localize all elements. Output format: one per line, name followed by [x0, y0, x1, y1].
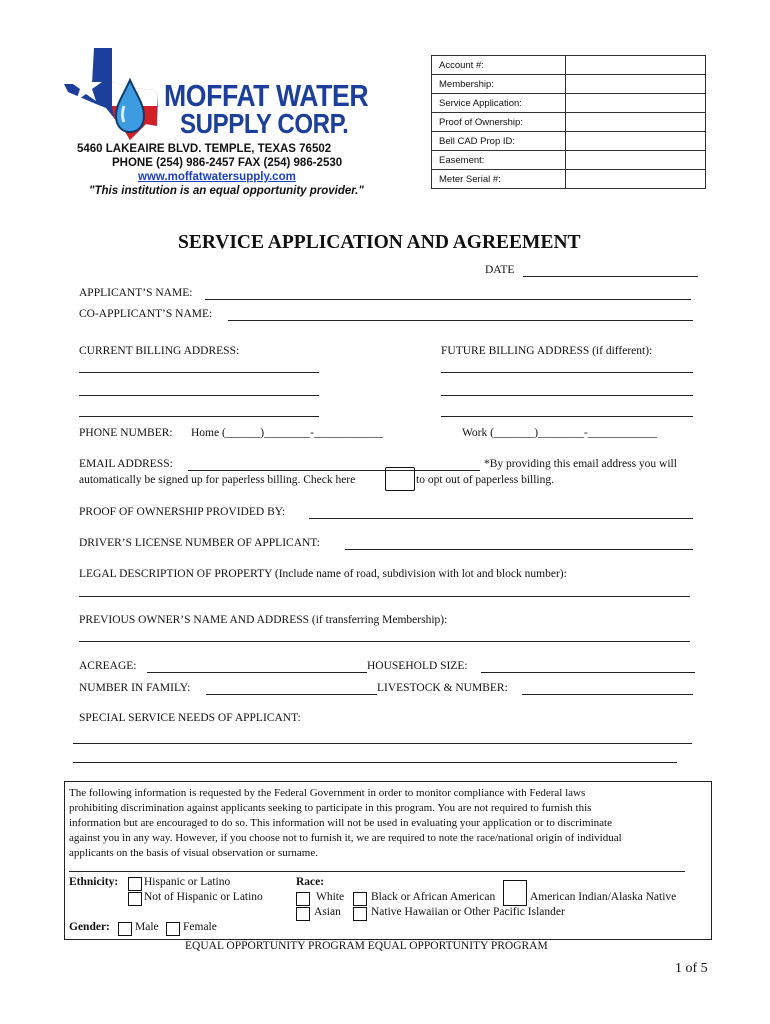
company-name-line1: MOFFAT WATER — [164, 78, 369, 113]
future-billing-label: FUTURE BILLING ADDRESS (if different): — [441, 345, 653, 357]
not-hispanic-label: Not of Hispanic or Latino — [144, 891, 263, 903]
office-row — [432, 132, 706, 151]
office-label: Proof of Ownership: — [432, 113, 566, 132]
acreage-field[interactable] — [147, 672, 367, 673]
white-checkbox[interactable] — [296, 892, 310, 906]
not-hispanic-checkbox[interactable] — [128, 892, 142, 906]
special-needs-line-2[interactable] — [73, 762, 677, 763]
american-indian-checkbox[interactable] — [503, 880, 527, 906]
ethnicity-label: Ethnicity: — [69, 876, 119, 888]
office-row — [432, 94, 706, 113]
phone-number-label: PHONE NUMBER: — [79, 427, 173, 439]
proof-of-ownership-field[interactable] — [309, 518, 693, 519]
asian-label: Asian — [314, 906, 341, 918]
notice-divider — [69, 871, 685, 872]
household-size-field[interactable] — [481, 672, 695, 673]
future-billing-line-3[interactable] — [441, 416, 693, 417]
date-label: DATE — [485, 264, 515, 276]
office-label: Service Application: — [432, 94, 566, 113]
proof-of-ownership-label: PROOF OF OWNERSHIP PROVIDED BY: — [79, 506, 286, 518]
current-billing-line-2[interactable] — [79, 395, 319, 396]
website-link[interactable]: www.moffatwatersupply.com — [138, 171, 296, 183]
number-in-family-label: NUMBER IN FAMILY: — [79, 682, 191, 694]
equal-opportunity-footer: EQUAL OPPORTUNITY PROGRAM EQUAL OPPORTUNITY PROGRAM — [185, 940, 548, 952]
hispanic-checkbox[interactable] — [128, 877, 142, 891]
coapplicant-name-label: CO-APPLICANT’S NAME: — [79, 308, 213, 320]
acreage-label: ACREAGE: — [79, 660, 137, 672]
office-label: Membership: — [432, 75, 566, 94]
bell-cad-field[interactable] — [566, 132, 706, 151]
notice-line: against you in any way. However, if you choose not to furnish it, we are required to note the race/national origin of individual — [69, 832, 622, 844]
form-title: SERVICE APPLICATION AND AGREEMENT — [178, 232, 581, 253]
household-size-label: HOUSEHOLD SIZE: — [367, 660, 468, 672]
notice-line: applicants on the basis of visual observation or surname. — [69, 847, 318, 859]
coapplicant-name-field[interactable] — [228, 320, 693, 321]
email-label: EMAIL ADDRESS: — [79, 458, 173, 470]
female-label: Female — [183, 921, 217, 933]
proof-of-ownership-field[interactable] — [566, 113, 706, 132]
account-number-field[interactable] — [566, 56, 706, 75]
hispanic-label: Hispanic or Latino — [144, 876, 231, 888]
membership-field[interactable] — [566, 75, 706, 94]
notice-line: prohibiting discrimination against applicants seeking to participate in this program. You are not required to furnish this — [69, 802, 592, 814]
white-label: White — [316, 891, 345, 903]
paperless-text-1: automatically be signed up for paperless billing. Check here — [79, 474, 356, 486]
office-row — [432, 75, 706, 94]
american-indian-label: American Indian/Alaska Native — [530, 891, 677, 903]
female-checkbox[interactable] — [166, 922, 180, 936]
current-billing-label: CURRENT BILLING ADDRESS: — [79, 345, 240, 357]
previous-owner-label: PREVIOUS OWNER’S NAME AND ADDRESS (if transferring Membership): — [79, 614, 448, 626]
easement-field[interactable] — [566, 151, 706, 170]
page-number: 1 of 5 — [675, 961, 708, 976]
number-in-family-field[interactable] — [206, 694, 377, 695]
office-label: Meter Serial #: — [432, 170, 566, 189]
office-row — [432, 170, 706, 189]
current-billing-line-1[interactable] — [79, 372, 319, 373]
legal-description-label: LEGAL DESCRIPTION OF PROPERTY (Include name of road, subdivision with lot and block number): — [79, 568, 567, 580]
male-checkbox[interactable] — [118, 922, 132, 936]
meter-serial-field[interactable] — [566, 170, 706, 189]
company-address: 5460 LAKEAIRE BLVD. TEMPLE, TEXAS 76502 — [77, 143, 332, 155]
future-billing-line-2[interactable] — [441, 395, 693, 396]
previous-owner-field[interactable] — [79, 641, 690, 642]
future-billing-line-1[interactable] — [441, 372, 693, 373]
office-row — [432, 56, 706, 75]
paperless-text-2: to opt out of paperless billing. — [416, 474, 554, 486]
male-label: Male — [135, 921, 159, 933]
applicant-name-field[interactable] — [205, 299, 691, 300]
phone-work-field[interactable]: Work (_______)________-____________ — [462, 427, 657, 439]
notice-line: The following information is requested by the Federal Government in order to monitor compliance with Federal laws — [69, 787, 586, 799]
office-use-table — [431, 55, 706, 189]
eeo-statement: "This institution is an equal opportunity provider." — [89, 185, 364, 197]
special-needs-label: SPECIAL SERVICE NEEDS OF APPLICANT: — [79, 712, 301, 724]
phone-home-field[interactable]: Home (______)________-____________ — [191, 427, 383, 439]
office-label: Account #: — [432, 56, 566, 75]
hawaiian-label: Native Hawaiian or Other Pacific Islander — [371, 906, 565, 918]
drivers-license-label: DRIVER’S LICENSE NUMBER OF APPLICANT: — [79, 537, 320, 549]
company-phone-fax: PHONE (254) 986-2457 FAX (254) 986-2530 — [112, 157, 343, 169]
email-field[interactable] — [188, 470, 480, 471]
date-field[interactable] — [523, 276, 698, 277]
notice-line: information but are encouraged to do so. This information will not be used in evaluating your application or to discriminate — [69, 817, 612, 829]
office-label: Easement: — [432, 151, 566, 170]
livestock-field[interactable] — [522, 694, 693, 695]
office-row — [432, 151, 706, 170]
email-note: *By providing this email address you will — [484, 458, 677, 470]
service-application-field[interactable] — [566, 94, 706, 113]
special-needs-line-1[interactable] — [73, 743, 692, 744]
company-name-line2: SUPPLY CORP. — [180, 108, 349, 139]
black-checkbox[interactable] — [353, 892, 367, 906]
race-label: Race: — [296, 876, 325, 888]
legal-description-field[interactable] — [79, 596, 690, 597]
black-label: Black or African American — [371, 891, 496, 903]
livestock-label: LIVESTOCK & NUMBER: — [377, 682, 508, 694]
gender-label: Gender: — [69, 921, 110, 933]
applicant-name-label: APPLICANT’S NAME: — [79, 287, 193, 299]
texas-logo — [62, 44, 172, 144]
drivers-license-field[interactable] — [345, 549, 693, 550]
asian-checkbox[interactable] — [296, 907, 310, 921]
current-billing-line-3[interactable] — [79, 416, 319, 417]
office-row — [432, 113, 706, 132]
office-label: Bell CAD Prop ID: — [432, 132, 566, 151]
hawaiian-checkbox[interactable] — [353, 907, 367, 921]
paperless-opt-out-checkbox[interactable] — [385, 467, 415, 491]
